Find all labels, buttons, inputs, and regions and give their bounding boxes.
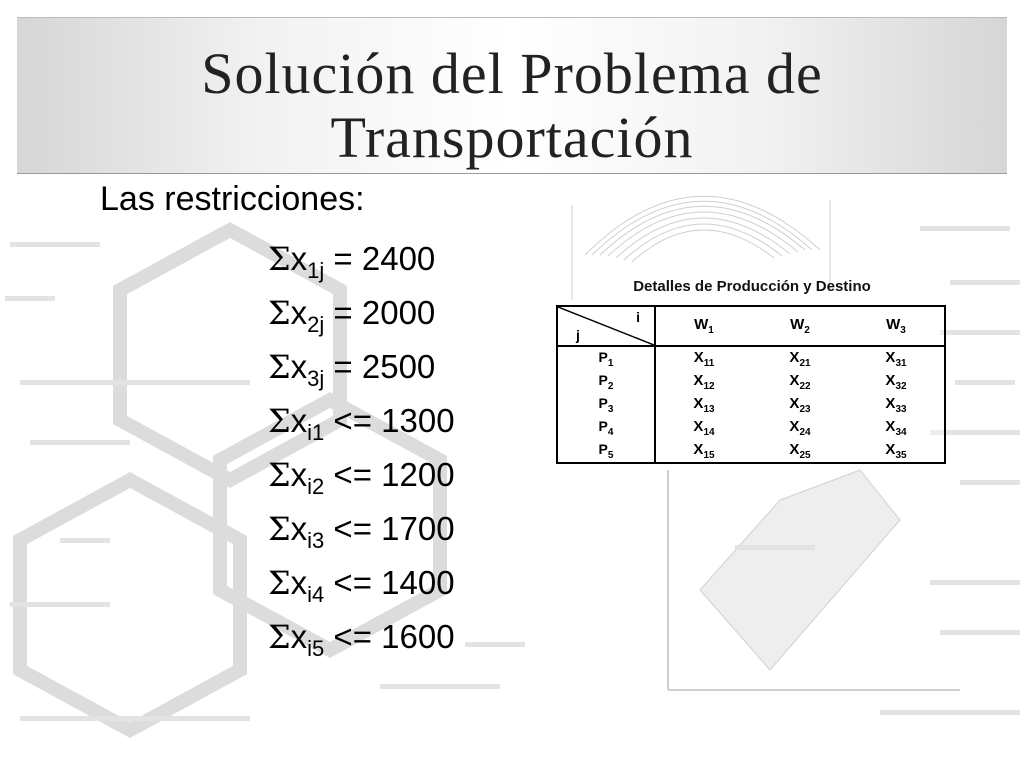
constraint-value: 1600 (381, 618, 455, 655)
column-header: $W_2$ (752, 306, 848, 346)
restrictions-heading: Las restricciones: (100, 180, 365, 218)
constraint-value: 1300 (381, 402, 455, 439)
operator: = (333, 240, 353, 277)
column-header: $W_1$ (655, 306, 752, 346)
table-corner-cell (557, 306, 655, 346)
constraint-value: 2400 (361, 240, 436, 277)
column-header: $W_3$ (848, 306, 945, 346)
variable: x (290, 294, 308, 331)
sigma-symbol: Σ (268, 564, 291, 602)
table-cell: $X_{35}$ (885, 440, 907, 461)
table-row (557, 393, 945, 416)
sigma-symbol: Σ (268, 294, 291, 332)
variable: x (290, 240, 308, 277)
variable-subscript: i5 (307, 636, 325, 661)
sigma-symbol: Σ (268, 510, 291, 548)
constraint-list (268, 232, 455, 664)
corner-label-j: j (576, 327, 580, 343)
variable: x (290, 618, 308, 655)
constraint-value: 2000 (361, 294, 436, 331)
operator: <= (333, 618, 372, 655)
constraint-equation (268, 502, 455, 556)
production-destination-table (556, 305, 946, 464)
title-banner (17, 17, 1007, 174)
constraint-value: 1400 (381, 564, 455, 601)
variable: x (290, 348, 308, 385)
variable: x (290, 402, 308, 439)
constraint-equation (268, 610, 455, 664)
table-row (557, 416, 945, 439)
sigma-symbol: Σ (268, 618, 291, 656)
operator: <= (333, 402, 372, 439)
table-cell: $X_{31}$ (885, 348, 907, 369)
table-cell: $X_{24}$ (789, 417, 811, 438)
table-cell: $X_{14}$ (693, 417, 715, 438)
polygon-chart (668, 470, 960, 690)
constraint-equation (268, 286, 455, 340)
operator: = (333, 348, 353, 385)
row-label: $P_2$ (557, 370, 655, 393)
table-cell: $X_{25}$ (789, 440, 811, 461)
constraint-equation (268, 556, 455, 610)
table-row (557, 346, 945, 370)
table-cell: $X_{23}$ (789, 394, 811, 415)
operator: <= (333, 510, 372, 547)
constraint-value: 1700 (381, 510, 455, 547)
table-cell: $X_{21}$ (789, 348, 811, 369)
constraint-equation (268, 394, 455, 448)
title-line-2: Transportación (330, 105, 694, 170)
table-cell: $X_{33}$ (885, 394, 907, 415)
variable-subscript: i3 (307, 528, 325, 553)
variable-subscript: 2j (307, 312, 325, 337)
operator: <= (333, 456, 372, 493)
constraint-equation (268, 340, 455, 394)
constraint-equation (268, 232, 455, 286)
table-cell: $X_{34}$ (885, 417, 907, 438)
variable: x (290, 564, 308, 601)
table-row (557, 370, 945, 393)
constraint-value: 2500 (361, 348, 436, 385)
row-label: $P_4$ (557, 416, 655, 439)
row-label: $P_3$ (557, 393, 655, 416)
table-caption: Detalles de Producción y Destino (633, 278, 871, 295)
variable-subscript: 1j (307, 258, 325, 283)
variable-subscript: 3j (307, 366, 325, 391)
table-row (557, 439, 945, 463)
table-cell: $X_{32}$ (885, 371, 907, 392)
title-line-1: Solución del Problema de (201, 41, 823, 106)
variable-subscript: i4 (307, 582, 325, 607)
operator: = (333, 294, 353, 331)
sigma-symbol: Σ (268, 402, 291, 440)
row-label: $P_5$ (557, 439, 655, 463)
row-label: $P_1$ (557, 346, 655, 370)
constraint-value: 1200 (381, 456, 455, 493)
table-cell: $X_{15}$ (693, 440, 715, 461)
variable: x (290, 510, 308, 547)
table-cell: $X_{11}$ (693, 348, 715, 369)
variable-subscript: i2 (307, 474, 325, 499)
variable-subscript: i1 (307, 420, 325, 445)
table-cell: $X_{12}$ (693, 371, 715, 392)
sigma-symbol: Σ (268, 348, 291, 386)
operator: <= (333, 564, 372, 601)
slide-title (17, 42, 1007, 170)
variable: x (290, 456, 308, 493)
table-cell: $X_{13}$ (693, 394, 715, 415)
corner-label-i: i (636, 309, 640, 325)
faint-text-decoration (5, 226, 1020, 721)
sigma-symbol: Σ (268, 240, 291, 278)
table-cell: $X_{22}$ (789, 371, 811, 392)
sigma-symbol: Σ (268, 456, 291, 494)
constraint-equation (268, 448, 455, 502)
